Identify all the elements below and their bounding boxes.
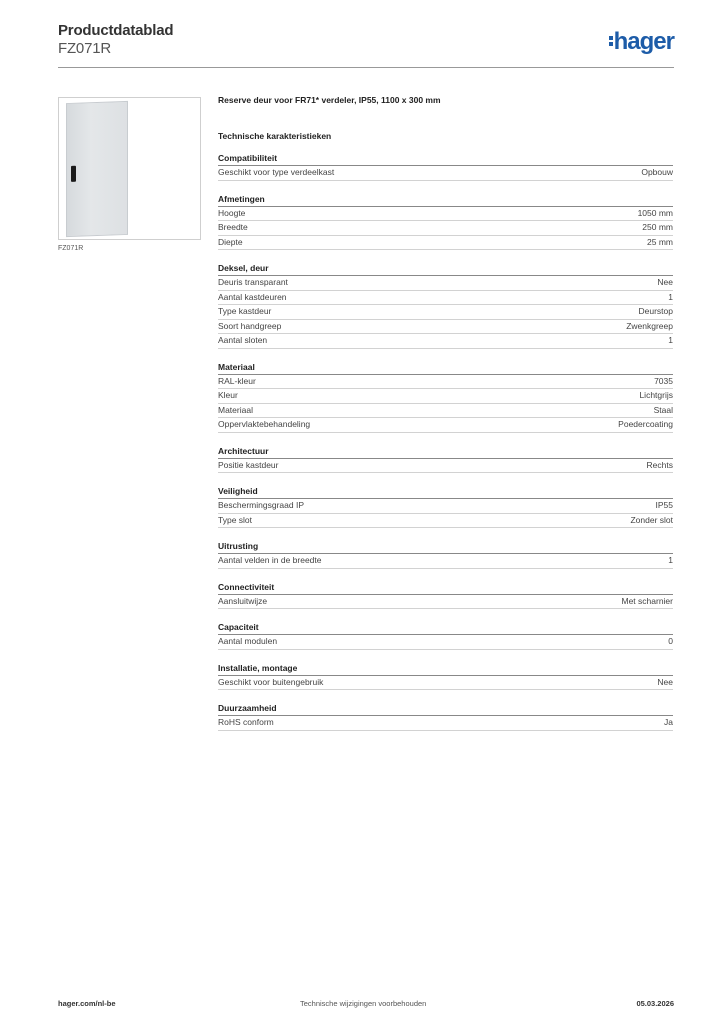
spec-label: RoHS conform [218, 717, 274, 727]
spec-section [218, 541, 673, 569]
spec-value: Zwenkgreep [626, 320, 673, 331]
spec-section [218, 362, 673, 433]
spec-label: Materiaal [218, 404, 253, 415]
spec-label: Hoogte [218, 207, 246, 218]
spec-label: Soort handgreep [218, 320, 282, 331]
spec-label: Kleur [218, 390, 238, 400]
spec-value: Poedercoating [618, 419, 673, 429]
spec-content [218, 95, 673, 731]
door-handle-icon [71, 166, 76, 182]
spec-value: Nee [657, 676, 673, 687]
spec-row [218, 595, 673, 610]
spec-value: Staal [653, 404, 673, 415]
spec-row [218, 334, 673, 349]
spec-value: 1050 mm [637, 207, 673, 218]
spec-value: Lichtgrijs [639, 390, 673, 400]
image-caption: FZ071R [58, 245, 84, 252]
spec-value: Opbouw [641, 167, 673, 177]
product-image [58, 97, 201, 240]
spec-value: IP55 [655, 500, 673, 510]
page-header [58, 22, 674, 62]
spec-row [218, 676, 673, 691]
spec-section [218, 486, 673, 528]
spec-label: Type slot [218, 514, 253, 525]
door-icon [66, 101, 128, 237]
spec-value: Deurstop [638, 306, 673, 316]
spec-value: Met scharnier [621, 595, 673, 606]
section-title: Deksel, deur [218, 263, 673, 276]
section-title: Veiligheid [218, 486, 673, 499]
section-title: Compatibiliteit [218, 153, 673, 166]
spec-label: Geschikt voor buitengebruik [218, 676, 324, 687]
hager-logo [609, 28, 674, 56]
spec-label: Aantal kastdeuren [218, 291, 287, 302]
section-title: Capaciteit [218, 622, 673, 635]
product-description: Reserve deur voor FR71* verdeler, IP55, 1100 x 300 mm [218, 95, 441, 105]
logo-text: hager [613, 28, 674, 55]
spec-value: Ja [664, 717, 673, 727]
spec-section [218, 582, 673, 610]
spec-label: Aantal modulen [218, 636, 278, 646]
spec-label: Diepte [218, 236, 243, 247]
spec-label: Type kastdeur [218, 306, 272, 316]
spec-row [218, 236, 673, 251]
spec-section [218, 703, 673, 731]
spec-label: RAL-kleur [218, 375, 256, 386]
spec-row [218, 291, 673, 306]
spec-value: 25 mm [647, 236, 673, 247]
spec-row [218, 418, 673, 433]
spec-row [218, 716, 673, 731]
section-title: Installatie, montage [218, 663, 673, 676]
spec-row [218, 389, 673, 404]
spec-value: 250 mm [642, 222, 673, 232]
spec-row [218, 305, 673, 320]
spec-row [218, 499, 673, 514]
spec-row [218, 221, 673, 236]
tech-title: Technische karakteristieken [218, 131, 332, 141]
spec-section [218, 194, 673, 251]
section-title: Connectiviteit [218, 582, 673, 595]
spec-value: Rechts [646, 459, 673, 470]
spec-label: Aantal sloten [218, 335, 268, 345]
section-title: Afmetingen [218, 194, 673, 207]
spec-value: Zonder slot [630, 514, 673, 525]
spec-label: Geschikt voor type verdeelkast [218, 167, 335, 177]
section-title: Duurzaamheid [218, 703, 673, 716]
spec-row [218, 514, 673, 529]
spec-row [218, 459, 673, 474]
spec-row [218, 320, 673, 335]
header-divider [58, 67, 674, 68]
spec-row [218, 375, 673, 390]
section-title: Architectuur [218, 446, 673, 459]
spec-value: 7035 [654, 375, 673, 386]
spec-label: Breedte [218, 222, 248, 232]
spec-label: Aantal velden in de breedte [218, 555, 322, 565]
spec-label: Deuris transparant [218, 277, 288, 287]
spec-section [218, 622, 673, 650]
spec-section [218, 446, 673, 474]
spec-value: 1 [668, 291, 673, 302]
spec-row [218, 166, 673, 181]
logo-dots-icon [609, 34, 613, 48]
spec-section [218, 153, 673, 181]
spec-row [218, 276, 673, 291]
spec-row [218, 635, 673, 650]
spec-row [218, 404, 673, 419]
footer-date: 05.03.2026 [636, 999, 674, 1008]
section-title: Materiaal [218, 362, 673, 375]
spec-label: Aansluitwijze [218, 595, 268, 606]
product-code: FZ071R [58, 40, 111, 57]
spec-label: Positie kastdeur [218, 459, 279, 470]
spec-section [218, 663, 673, 691]
section-title: Uitrusting [218, 541, 673, 554]
spec-label: Beschermingsgraad IP [218, 500, 304, 510]
spec-row [218, 554, 673, 569]
spec-value: 1 [668, 335, 673, 345]
footer-notice: Technische wijzigingen voorbehouden [300, 999, 427, 1008]
spec-value: Nee [657, 277, 673, 287]
spec-section [218, 263, 673, 349]
spec-value: 1 [668, 555, 673, 565]
document-title: Productdatablad [58, 22, 174, 39]
footer-website: hager.com/nl-be [58, 999, 116, 1008]
spec-sections [218, 153, 673, 731]
spec-label: Oppervlaktebehandeling [218, 419, 311, 429]
spec-value: 0 [668, 636, 673, 646]
spec-row [218, 207, 673, 222]
